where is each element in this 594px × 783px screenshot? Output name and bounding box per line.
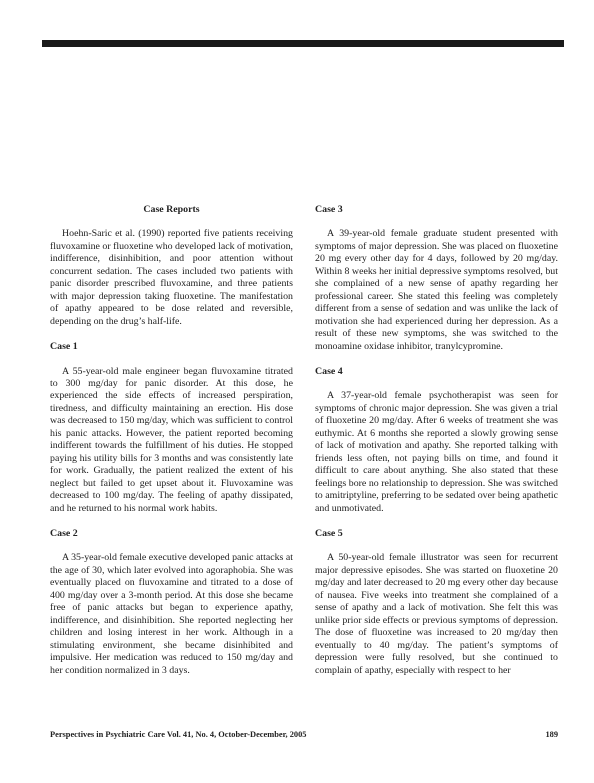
case-1-heading: Case 1: [50, 341, 78, 353]
case-3-heading: Case 3: [315, 204, 343, 215]
header-rule: [42, 40, 564, 47]
footer-page-number: 189: [545, 730, 558, 739]
case-2-heading: Case 2: [50, 527, 78, 539]
case-4-heading: Case 4: [315, 365, 343, 377]
left-column: [50, 204, 293, 677]
case-5-heading: Case 5: [315, 527, 343, 539]
case-5-paragraph: A 50-year-old female illustrator was seen for recurrent major depressive episodes. She was started on fluoxetine 20 mg/day and later decreased to 20 mg every other day because of nausea. Five weeks into treatment she complained of a sense of apathy and a lack of motivation. She felt this was unlike prior side effects or previous symptoms of depression. The dose of fluoxetine was increased to 20 mg/day then eventually to 40 mg/day. The patient’s symptoms of depression were fully resolved, but she continued to complain of apathy, especially with respect to her: [315, 552, 558, 676]
section-heading-case-reports: Case Reports: [143, 204, 200, 215]
footer-journal-citation: Perspectives in Psychiatric Care Vol. 41, No. 4, October-December, 2005: [50, 730, 307, 739]
case-4-paragraph: A 37-year-old female psychotherapist was seen for symptoms of chronic major depression. She was given a trial of fluoxetine 20 mg/day. After 6 weeks of treatment she was euthymic. At 6 months she reported a slowly growing sense of lack of motivation and apathy. She reported talking with friends less often, not paying bills on time, and found it difficult to care about anything. She also stated that these feelings bore no relationship to depression. She was switched to amitriptyline, preferring to be sedated over being apathetic and unmotivated.: [315, 390, 558, 514]
intro-paragraph: Hoehn-Saric et al. (1990) reported five patients receiving fluvoxamine or fluoxetine who developed lack of motivation, indifference, disinhibition, and poor attention without concurrent sedation. The cases included two patients with panic disorder prescribed fluvoxamine, and three patients with major depression taking fluoxetine. The manifestation of apathy appeared to be dose related and reversible, depending on the drug’s half-life.: [50, 228, 293, 327]
case-1-paragraph: A 55-year-old male engineer began fluvoxamine titrated to 300 mg/day for panic disorder. At this dose, he experienced the side effects of increased perspiration, tiredness, and difficulty maintaining an erection. His dose was decreased to 150 mg/day, which was sufficient to control his panic attacks. However, the patient reported becoming indifferent towards the fulfillment of his duties. He stopped paying his utility bills for 3 months and was consistently late for work. Gradually, the patient realized the extent of his neglect but failed to get upset about it. Fluvoxamine was decreased to 100 mg/day. The feeling of apathy dissipated, and he returned to his normal work habits.: [50, 365, 293, 514]
case-3-paragraph: A 39-year-old female graduate student presented with symptoms of major depression. She was placed on fluoxetine 20 mg every other day for 4 days, followed by 20 mg/day. Within 8 weeks her initial depressive symptoms resolved, but she complained of a new sense of apathy regarding her professional career. She stated this feeling was completely different from a sense of sedation and was unlike the lack of motivation she had experienced during her depression. As a result of these new symptoms, she was switched to the monoamine oxidase inhibitor, tranylcypromine.: [315, 228, 558, 352]
right-column: [315, 204, 558, 677]
case-2-paragraph: A 35-year-old female executive developed panic attacks at the age of 30, which later evolved into agoraphobia. She was eventually placed on fluvoxamine and titrated to a dose of 400 mg/day over a 3-month period. At this dose she became free of panic attacks but began to experience apathy, indifference, and disinhibition. She reported neglecting her children and losing interest in her work. Although in a stimulating environment, she became disinhibited and impulsive. Her medication was reduced to 150 mg/day and her condition normalized in 3 days.: [50, 552, 293, 676]
